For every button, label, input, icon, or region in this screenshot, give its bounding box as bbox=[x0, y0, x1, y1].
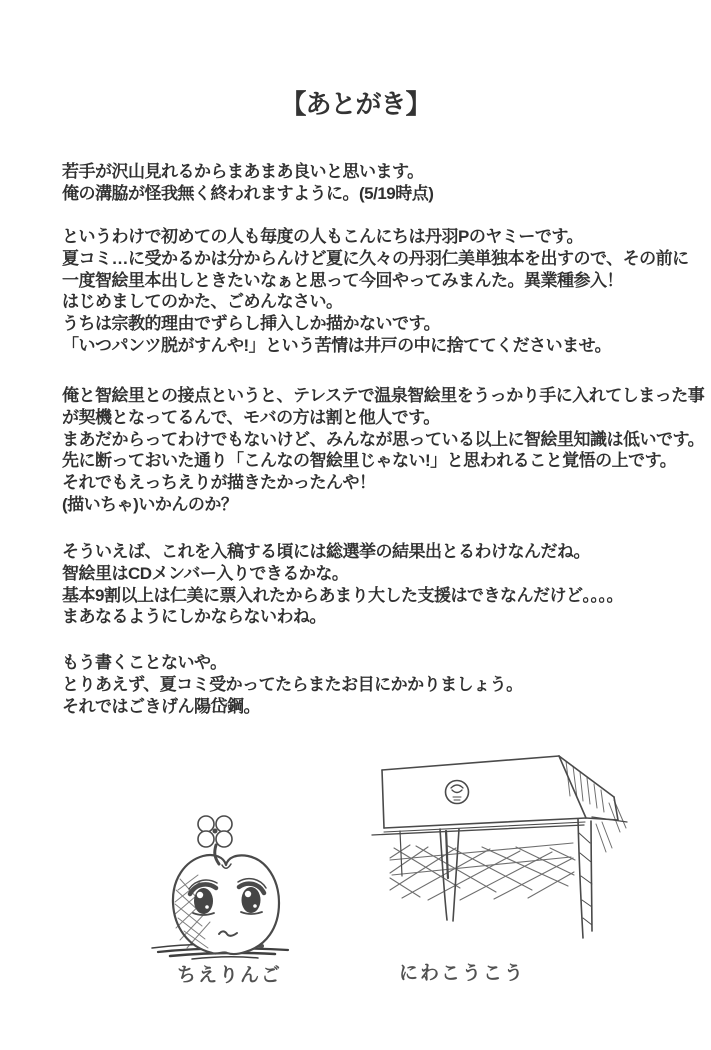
text-line: 基本9割以上は仁美に票入れたからあまり大した支援はできなんだけど。。。。 bbox=[62, 585, 623, 605]
text-line: 智絵里はCDメンバー入りできるかな。 bbox=[62, 563, 349, 583]
text-line: それではごきげん陽岱鋼。 bbox=[62, 696, 260, 716]
text-line: それでもえっちえりが描きたかったんや！ bbox=[62, 473, 376, 493]
lattice-hatch bbox=[390, 843, 575, 900]
text-line: はじめましてのかた、ごめんなさい。 bbox=[62, 292, 343, 312]
clover-icon bbox=[198, 816, 232, 847]
apple-character-sketch bbox=[140, 795, 315, 970]
text-line: まあだからってわけでもないけど、みんなが思っている以上に智絵里知識は低いです。 bbox=[62, 429, 705, 449]
text-line: が契機となってるんで、モバの方は割と他人です。 bbox=[62, 407, 440, 427]
text-line: 俺と智絵里との接点というと、テレステで温泉智絵里をうっかり手に入れてしまった事 bbox=[62, 386, 705, 405]
school-emblem-icon bbox=[446, 781, 469, 804]
right-pillar bbox=[578, 819, 592, 938]
text-line: 若手が沢山見れるからまあまあ良いと思います。 bbox=[62, 162, 424, 181]
caption-chie-ringo: ちえりんご bbox=[177, 965, 283, 986]
text-line: というわけで初めての人も毎度の人もこんにちは丹羽Pのヤミーです。 bbox=[62, 227, 583, 246]
text-line: 夏コミ…に受かるかは分からんけど夏に久々の丹羽仁美単独本を出すので、その前に bbox=[62, 248, 689, 268]
text-line: (描いちゃ)いかんのか？ bbox=[62, 494, 238, 514]
school-building-sketch bbox=[368, 748, 628, 948]
text-line: 「いつパンツ脱がすんや!」という苦情は井戸の中に捨ててくださいませ。 bbox=[62, 335, 612, 355]
text-line: 先に断っておいた通り「こんなの智絵里じゃない!」と思われること覚悟の上です。 bbox=[62, 451, 677, 471]
page-title: 【あとがき】 bbox=[280, 89, 431, 119]
caption-niwa-koukou: にわこうこう bbox=[399, 963, 526, 984]
text-line: もう書くことないや。 bbox=[62, 653, 227, 672]
paragraph-1 bbox=[62, 161, 707, 205]
text-line: うちは宗教的理由でずらし挿入しか描かないです。 bbox=[62, 314, 441, 334]
text-line: 一度智絵里本出しときたいなぁと思って今回やってみまんた。異業種参入！ bbox=[62, 270, 623, 290]
text-line: まあなるようにしかならないわね。 bbox=[62, 607, 326, 627]
text-line: 俺の溝脇が怪我無く終われますように。(5/19時点) bbox=[62, 183, 434, 203]
text-line: そういえば、これを入稿する頃には総選挙の結果出とるわけなんだね。 bbox=[62, 542, 590, 561]
paragraph-2 bbox=[62, 226, 707, 357]
apple-body bbox=[173, 855, 279, 954]
paragraph-4 bbox=[62, 541, 707, 628]
text-line: とりあえず、夏コミ受かってたらまたお目にかかりましょう。 bbox=[62, 674, 523, 694]
side-hatching bbox=[566, 761, 626, 852]
paragraph-3 bbox=[62, 385, 707, 516]
paragraph-5 bbox=[62, 652, 707, 717]
